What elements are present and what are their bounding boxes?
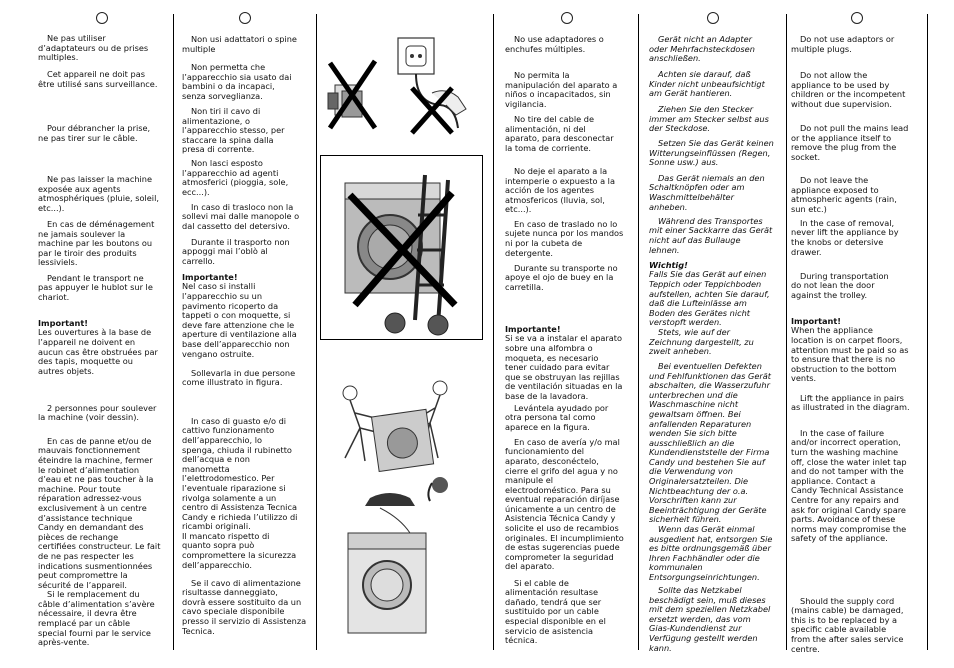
instruction-paragraph: En cas de panne et/ou de mauvais fonctionnement éteindre la machine, fermer le robinet d’alimentation d’eau et ne pas toucher à la machine. Pour toute réparation adressez-vous exclusivement à un centre d’assistance technique Candy en demandant des pièces de rechange certifiées constructeur. Le fait de ne pas respecter les indications susmentionnées peut compromettre la sécurité de l’appareil.: [38, 435, 161, 590]
figure-no-door-on-trolley: [320, 155, 483, 340]
instruction-paragraph: Non usi adattatori o spine multiple: [182, 34, 297, 54]
instruction-paragraph: Cet appareil ne doit pas être utilisé sans surveillance.: [38, 68, 158, 89]
paragraph-text: When the appliance location is on carpet floors, attention must be paid so as to ensure that there is no obstruction to the bottom vents.: [791, 325, 909, 384]
instruction-paragraph: During transportation do not lean the door against the trolley.: [791, 270, 889, 301]
instruction-paragraph: Durante su transporte no apoye el ojo de buey en la carretilla.: [505, 262, 618, 293]
instruction-paragraph: Ziehen Sie den Stecker immer am Stecker selbst aus der Steckdose.: [649, 103, 769, 134]
instruction-paragraph: No use adaptadores o enchufes múltiples.: [505, 34, 604, 54]
instruction-paragraph: Levántela ayudado por otra persona tal como aparece en la figura.: [505, 402, 609, 432]
paragraph-text: Nel caso si installi l’apparecchio su un pavimento ricoperto da tappeti o con moquette, si deve fare attenzione che le aperture di ventilazione alla base dell’apparecchio non vengano ostruite.: [182, 281, 297, 359]
instruction-paragraph: Ne pas laisser la machine exposée aux agents atmosphériques (pluie, soleil, etc...).: [38, 173, 159, 213]
instruction-paragraph: No deje el aparato a la intemperie o expuesto a la acción de los agentes atmosfericos (lluvia, sol, etc...).: [505, 165, 615, 215]
instruction-paragraph: Si el cable de alimentación resultase dañado, tendrá que ser sustituido por un cable especial disponible en el servicio de asistencia técnica.: [505, 577, 606, 646]
instruction-paragraph: Das Gerät niemals an den Schaltknöpfen oder am Waschmittelbehälter anheben.: [649, 172, 765, 212]
instruction-paragraph: Do not pull the mains lead or the appliance itself to remove the plug from the socket.: [791, 122, 909, 162]
important-label: Important!: [38, 317, 89, 328]
instruction-paragraph: Lift the appliance in pairs as illustrated in the diagram.: [791, 392, 910, 413]
figure-no-multiple-adaptors: [320, 33, 483, 143]
instruction-paragraph: Non tiri il cavo di alimentazione, o l’apparecchio stesso, per staccare la spina dalla presa di corrente.: [182, 105, 285, 155]
instruction-paragraph: Should the supply cord (mains cable) be damaged, this is to be replaced by a specific cable available from the after sales service centre.: [791, 595, 904, 654]
instruction-paragraph: [791, 317, 926, 384]
important-label: Importante!: [182, 271, 238, 282]
important-label: Important!: [791, 315, 842, 326]
instruction-paragraph: Gerät nicht an Adapter oder Mehrfachsteckdosen anschließen.: [649, 34, 755, 64]
instruction-paragraph: Do not leave the appliance exposed to atmospheric agents (rain, sun etc.): [791, 174, 897, 214]
paragraph-text: Falls Sie das Gerät auf einen Teppich oder Teppichboden aufstellen, achten Sie darauf, daß die Luftеinlässe am Boden des Gerätes nicht verstopft werden.: [649, 269, 770, 328]
instruction-paragraph: [649, 261, 787, 328]
language-marker-en: [851, 12, 863, 24]
column-german: [649, 34, 787, 653]
column-italian: [182, 34, 316, 636]
instruction-paragraph: [38, 319, 172, 377]
instruction-paragraph: No tire del cable de alimentación, ni del aparato, para desconectar la toma de corriente.: [505, 113, 614, 153]
instruction-paragraph: Non permetta che l’apparecchio sia usato dai bambini o da incapaci, senza sorveglianza.: [182, 61, 292, 101]
instruction-paragraph: Pendant le transport ne pas appuyer le hublot sur le chariot.: [38, 272, 153, 303]
column-divider: [927, 14, 928, 650]
column-divider: [173, 14, 174, 650]
instruction-paragraph: 2 personnes pour soulever la machine (voir dessin).: [38, 402, 157, 423]
instruction-paragraph: Sollevarla in due persone come illustrato in figura.: [182, 367, 296, 388]
language-marker-es: [561, 12, 573, 24]
important-label: Wichtig!: [649, 259, 688, 270]
instruction-paragraph: Sollte das Netzkabel beschädigt sein, muß dieses mit dem speziellen Netzkabel ersetzt werden, das vom Gias-Kundendienst zur Verfügung gestellt werden kann.: [649, 584, 771, 653]
language-marker-de: [707, 12, 719, 24]
instruction-paragraph: Bei eventuellen Defekten und Fehlfunktionen das Gerät abschalten, die Wasserzufuhr unterbrechen und die Waschmaschine nicht gewaltsam öffnen. Bei anfallenden Reparaturen wenden Sie sich bitte ausschließlich an die Kundendienststelle der Firma Candy und bestehen Sie auf die Verwendung von Originalersatzteilen. Die Nichtbeachtung der o.a. Vorschriften kann zur Beeinträchtigung der Geräte sicherheit führen.: [649, 360, 771, 525]
instruction-paragraph: Se il cavo di alimentazione risultasse danneggiato, dovrà essere sostituito da un cavo speciale disponibile presso il servizio di Assistenza Tecnica.: [182, 577, 307, 636]
instruction-paragraph: Non lasci esposto l’apparecchio ad agenti atmosferici (pioggia, sole, ecc...).: [182, 157, 289, 197]
paragraph-text: Les ouvertures à la base de l’appareil ne doivent en aucun cas être obstruées par des tapis, moquette ou autres objets.: [38, 327, 158, 376]
figure-lift-in-pairs-and-service: [320, 373, 483, 643]
instruction-paragraph: Setzen Sie das Gerät keinen Witterungseinflüssen (Regen, Sonne usw.) aus.: [649, 137, 774, 168]
instruction-paragraph: Achten sie darauf, daß Kinder nicht unbeaufsichtigt am Gerät hantieren.: [649, 68, 765, 99]
important-label: Importante!: [505, 323, 561, 334]
instruction-paragraph: [505, 325, 639, 402]
column-divider: [316, 14, 317, 650]
instruction-paragraph: In caso di trasloco non la sollevi mai dalle manopole o dal cassetto del detersivo.: [182, 201, 300, 232]
column-divider: [493, 14, 494, 650]
instruction-paragraph: Do not use adaptors or multiple plugs.: [791, 34, 895, 54]
instruction-paragraph: En caso de traslado no lo sujete nunca por los mandos ni por la cubeta de detergente.: [505, 218, 624, 258]
instruction-paragraph: Ne pas utiliser d’adaptateurs ou de prises multiples.: [38, 33, 149, 63]
paragraph-text: Si se va a instalar el aparato sobre una alfombra o moqueta, es necesario tener cuidado para evitar que se obstruyan las rejillas de ventilación situadas en la base de la lavadora.: [505, 333, 623, 401]
instruction-paragraph: In the case of removal, never lift the appliance by the knobs or detersive drawer.: [791, 217, 899, 257]
language-marker-fr: [96, 12, 108, 24]
instruction-paragraph: No permita la manipulación del aparato a niños o incapacitados, sin vigilancia.: [505, 69, 618, 109]
column-english: [791, 34, 926, 654]
instruction-paragraph: Si le remplacement du câble d’alimentation s’avère nécessaire, il devra être remplacé par un câble special fourni par le service après-vente.: [38, 589, 155, 648]
instruction-paragraph: En caso de avería y/o mal funcionamiento del aparato, desconéctelo, cierre el grifo del agua y no manipule el electrodoméstico. Para su eventual reparación diríjase únicamente a un centro de Asistencia Técnica Candy y solicite el uso de recambios originales. El incumplimiento de estas sugerencias puede comprometer la seguridad del aparato.: [505, 436, 624, 572]
instruction-paragraph: En cas de déménagement ne jamais soulever la machine par les boutons ou par le tiroir des produits lessiviels.: [38, 218, 155, 268]
instruction-paragraph: [182, 273, 316, 359]
instruction-paragraph: Durante il trasporto non appoggi mai l’oblò al carrello.: [182, 236, 290, 267]
instruction-paragraph: In caso di guasto e/o di cattivo funzionamento dell’apparecchio, lo spenga, chiuda il rubinetto dell’acqua e non manometta l’elettrodomestico. Per l’eventuale riparazione si rivolga solamente a un centro di Assistenza Tecnica Candy e richieda l’utilizzo di ricambi originali. Il mancato rispetto di quanto sopra può compromettere la sicurezza dell’apparecchio.: [182, 415, 298, 570]
instruction-paragraph: Während des Transportes mit einer Sackkarre das Gerät nicht auf das Bullauge lehnen.: [649, 215, 773, 255]
column-spanish: [505, 34, 639, 646]
language-marker-it: [239, 12, 251, 24]
instruction-paragraph: In the case of failure and/or incorrect operation, turn the washing machine off, close the water inlet tap and do not tamper with the appliance. Contact a Candy Technical Assistance Centre for any repairs and ask for original Candy spare parts. Avoidance of these norms may compromise the safety of the appliance.: [791, 427, 907, 544]
instruction-paragraph: Wenn das Gerät einmal ausgedient hat, entsorgen Sie es bitte ordnungsgemäß über Ihren Fachhändler oder die kommunalen Entsorgungseinrichtungen.: [649, 524, 773, 582]
instruction-paragraph: Stets, wie auf der Zeichnung dargestellt, zu zweit anheben.: [649, 326, 754, 357]
instruction-paragraph: Do not allow the appliance to be used by children or the incompetent without due supervision.: [791, 69, 906, 109]
instruction-paragraph: Pour débrancher la prise, ne pas tirer sur le câble.: [38, 122, 151, 143]
column-french: [38, 34, 172, 648]
